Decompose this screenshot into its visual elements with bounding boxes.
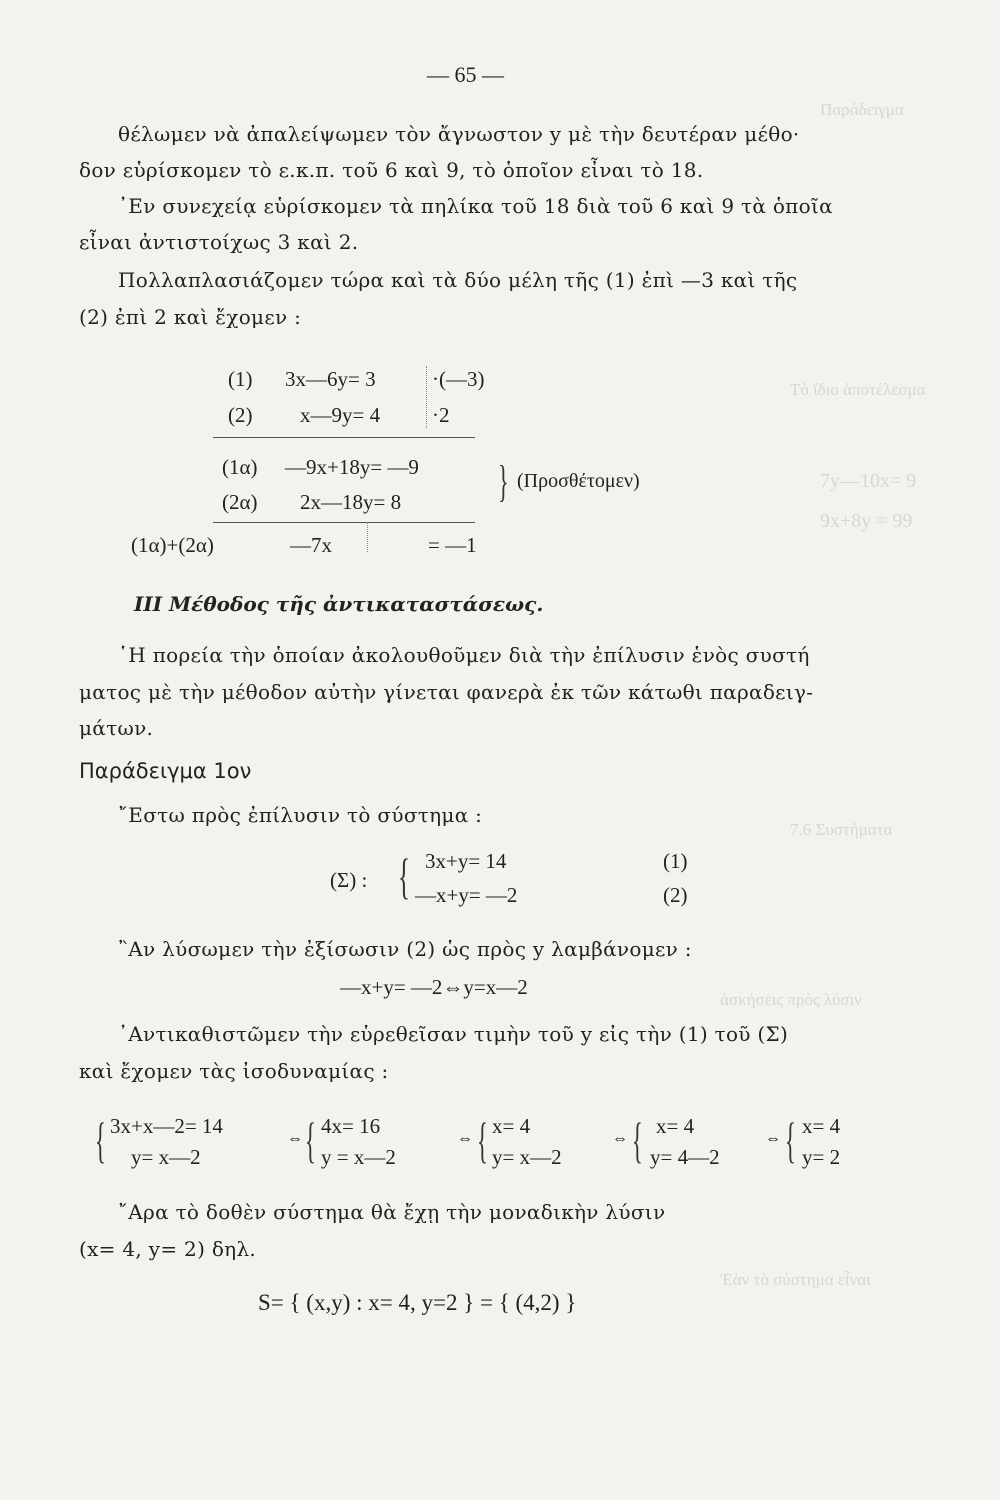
multiplier: ·2 (432, 403, 450, 427)
text-line: ᾿Αντικαθιστῶμεν τὴν εὑρεθεῖσαν τιμὴν τοῦ y εἰς τὴν (1) τοῦ (Σ) (118, 1022, 789, 1046)
text-line: δον εὑρίσκομεν τὸ ε.κ.π. τοῦ 6 καὶ 9, τὸ ὁποῖον εἶναι τὸ 18. (79, 158, 704, 182)
text-line: ᾿Εν συνεχείᾳ εὑρίσκομεν τὰ πηλίκα τοῦ 18 διὰ τοῦ 6 καὶ 9 τὰ ὁποῖα (118, 194, 833, 218)
add-note: (Προσθέτομεν) (517, 470, 640, 492)
bleed-through-text: Τὸ ἴδιο ἀποτέλεσμα (790, 380, 926, 399)
text-line: θέλωμεν νὰ ἀπαλείψωμεν τὸν ἄγνωστον y μὲ τὴν δευτέραν μέθο· (118, 122, 800, 146)
equivalence-arrow: ⇔ (287, 1130, 303, 1147)
chain-top: x= 4 (492, 1114, 531, 1138)
equation: —9x+18y= —9 (285, 455, 419, 479)
multiplier-divider (426, 366, 428, 428)
equivalence-arrow: ⇔ (457, 1130, 473, 1147)
bleed-through-text: ἀσκήσεις πρὸς λύσιν (720, 990, 862, 1009)
text-line: ῎Εστω πρὸς ἐπίλυσιν τὸ σύστημα : (118, 803, 483, 827)
system-equation: 3x+y= 14 (425, 849, 507, 873)
left-brace: { (398, 848, 410, 904)
equation: 3x—6y= 3 (285, 367, 376, 391)
text-line: ῍Αν λύσωμεν τὴν ἐξίσωσιν (2) ὡς πρὸς y λαμβάνομεν : (118, 937, 692, 961)
text-line: ῾Η πορεία τὴν ὁποίαν ἀκολουθοῦμεν διὰ τὴν ἐπίλυσιν ἑνὸς συστή (118, 643, 810, 667)
text-line: ματος μὲ τὴν μέθοδον αὐτὴν γίνεται φανερὰ ἐκ τῶν κάτωθι παραδειγ- (79, 680, 814, 704)
solved-equation: —x+y= —2⇔y=x—2 (340, 975, 528, 999)
equation-label: (1) (228, 367, 253, 391)
chain-bottom: y= x—2 (492, 1145, 562, 1169)
text-line: (x= 4, y= 2) δηλ. (79, 1237, 257, 1261)
bleed-through-text: Παράδειγμα (820, 100, 904, 119)
equation-label: (2) (228, 403, 253, 427)
left-brace: { (95, 1112, 106, 1168)
equation: x—9y= 4 (300, 403, 381, 427)
equation-label: (2α) (222, 490, 258, 514)
text-line: ῎Αρα τὸ δοθὲν σύστημα θὰ ἔχῃ τὴν μοναδικὴν λύσιν (118, 1200, 666, 1224)
rule (213, 522, 475, 523)
equivalence-arrow: ⇔ (765, 1130, 781, 1147)
left-brace: { (477, 1112, 488, 1168)
system-label: (Σ) : (330, 868, 368, 892)
chain-top: 4x= 16 (321, 1114, 381, 1138)
equation-number: (2) (663, 883, 688, 907)
system-equation: —x+y= —2 (415, 883, 518, 907)
example-title: Παράδειγμα 1ον (79, 759, 252, 783)
right-brace: } (498, 457, 509, 506)
left-brace: { (785, 1112, 796, 1168)
chain-bottom: y = x—2 (321, 1145, 396, 1169)
text-line: καὶ ἔχομεν τὰς ἰσοδυναμίας : (79, 1059, 389, 1083)
section-heading: III Μέθοδος τῆς ἀντικαταστάσεως. (134, 592, 544, 616)
chain-top: x= 4 (802, 1114, 841, 1138)
equation: 2x—18y= 8 (300, 490, 402, 514)
equation-number: (1) (663, 849, 688, 873)
equation: —7x (290, 533, 332, 557)
rule (213, 437, 475, 438)
chain-top: x= 4 (656, 1114, 695, 1138)
multiplier: ·(—3) (432, 367, 485, 391)
chain-bottom: y= x—2 (131, 1145, 201, 1169)
text-line: μάτων. (79, 716, 154, 740)
equivalence-arrow: ⇔ (612, 1130, 628, 1147)
bleed-through-text: 9x+8y = 99 (820, 510, 913, 532)
divider (367, 522, 369, 552)
bleed-through-text: 7y—10x= 9 (820, 470, 917, 492)
chain-bottom: y= 2 (802, 1145, 841, 1169)
bleed-through-text: Ἐὰν τὸ σύστημα εἶναι (720, 1270, 871, 1289)
chain-top: 3x+x—2= 14 (110, 1114, 223, 1138)
text-line: εἶναι ἀντιστοίχως 3 καὶ 2. (79, 230, 359, 254)
left-brace: { (632, 1112, 643, 1168)
solution-set: S= { (x,y) : x= 4, y=2 } = { (4,2) } (258, 1290, 577, 1315)
equation-result: = —1 (428, 533, 477, 557)
text-line: (2) ἐπὶ 2 καὶ ἔχομεν : (79, 305, 302, 329)
equation-label: (1α)+(2α) (131, 533, 214, 557)
chain-bottom: y= 4—2 (650, 1145, 720, 1169)
text-line: Πολλαπλασιάζομεν τώρα καὶ τὰ δύο μέλη τῆς (1) ἐπὶ —3 καὶ τῆς (118, 268, 798, 292)
left-brace: { (305, 1112, 316, 1168)
page-number: — 65 — (427, 62, 504, 87)
bleed-through-text: 7.6 Συστήματα (790, 820, 893, 839)
equation-label: (1α) (222, 455, 258, 479)
